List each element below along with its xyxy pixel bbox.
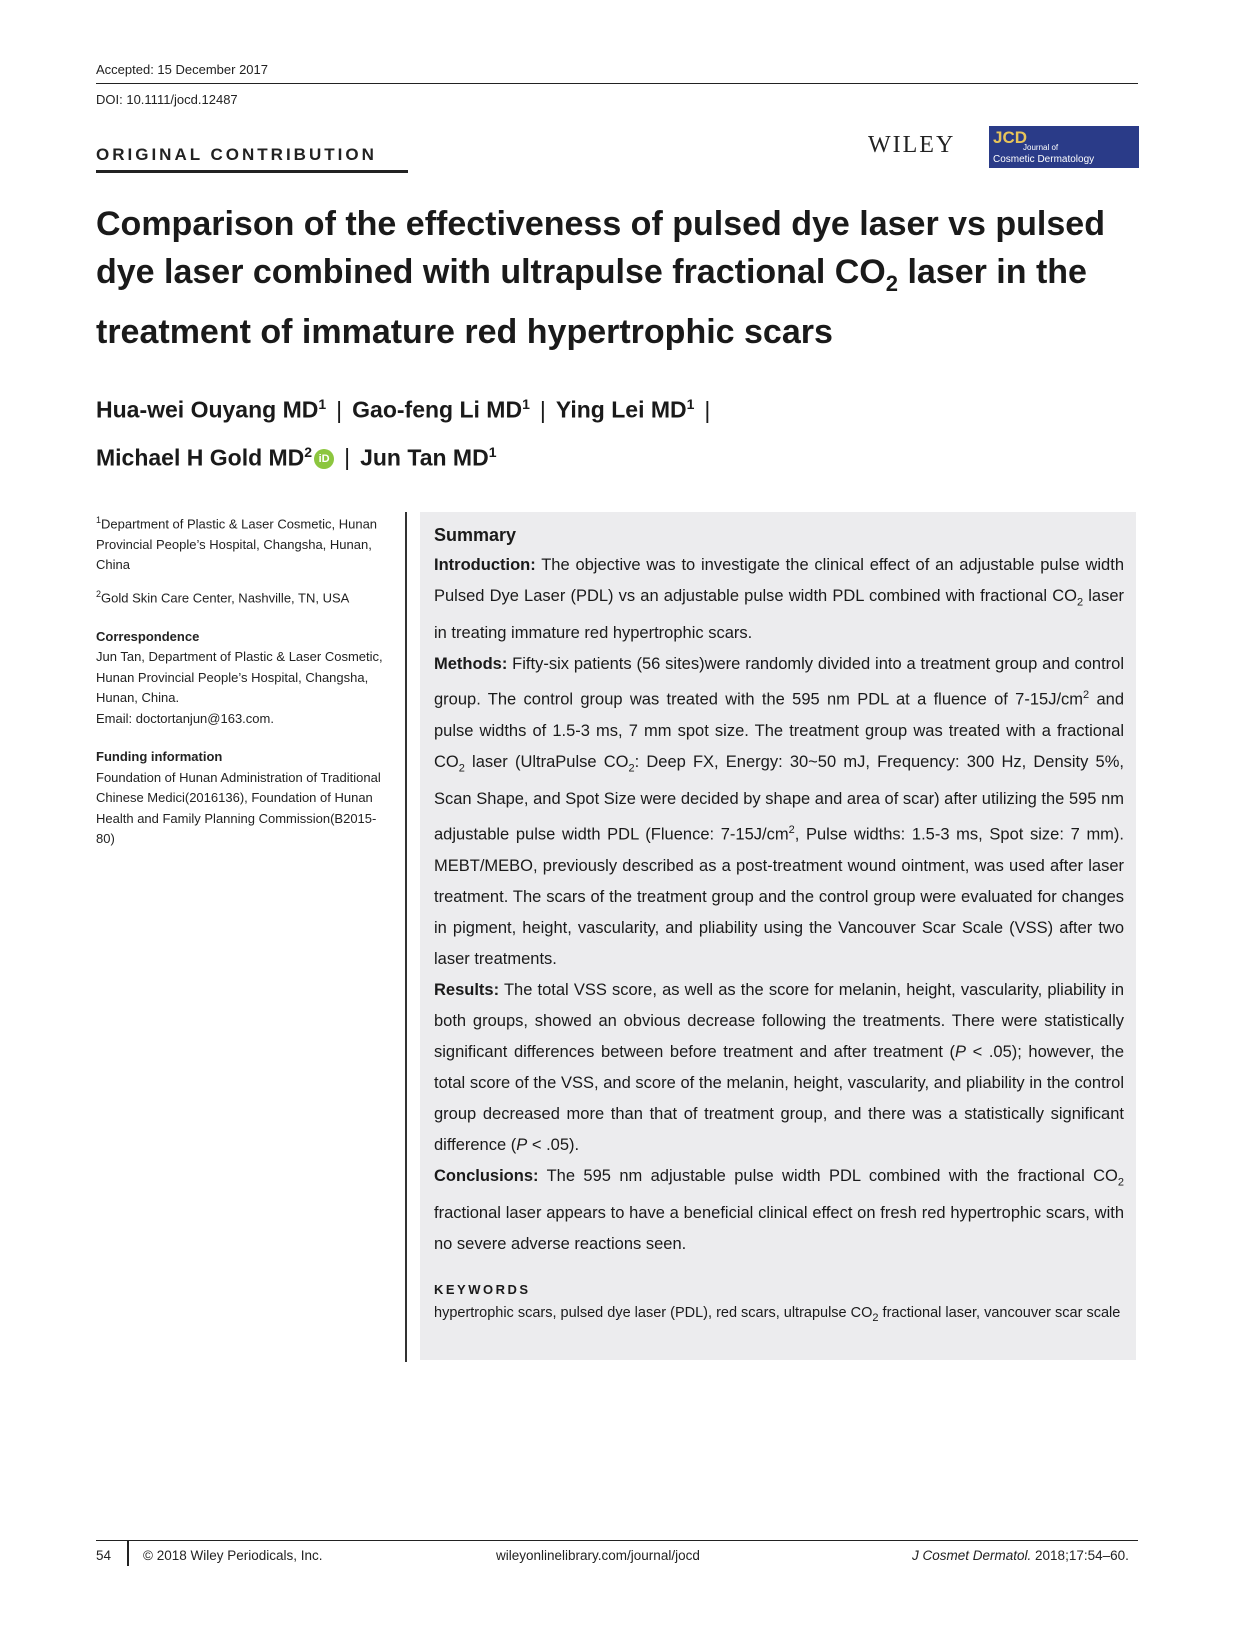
citation-details: 2018;17:54–60. [1031, 1548, 1129, 1563]
citation-journal: J Cosmet Dermatol. [912, 1548, 1032, 1563]
citation [912, 1548, 1129, 1563]
affiliation-text: Department of Plastic & Laser Cosmetic, Hunan Provincial People’s Hospital, Changsha, Hunan, China [96, 516, 378, 573]
copyright: © 2018 Wiley Periodicals, Inc. [143, 1548, 323, 1563]
author-name[interactable]: Michael H Gold MD [96, 444, 305, 471]
author-separator: | [539, 396, 546, 423]
results-text: < .05). [527, 1135, 580, 1154]
keywords-list [434, 1300, 1124, 1332]
p-value-symbol: P [516, 1135, 528, 1154]
subscript: 2 [872, 1311, 879, 1324]
author-separator: | [336, 396, 343, 423]
methods-text: and pulse widths of 1.5-3 ms, 7 mm spot size. The treatment group was treated with a fractional CO [434, 690, 1124, 771]
correspondence-heading: Correspondence [96, 628, 200, 644]
header-rule [96, 83, 1138, 84]
author-affiliation: 1 [686, 396, 695, 412]
keywords-text: fractional laser, vancouver scar scale [878, 1304, 1121, 1321]
doi[interactable]: DOI: 10.1111/jocd.12487 [96, 92, 238, 107]
article-sidebar [96, 510, 386, 858]
correspondence [96, 627, 386, 730]
author-affiliation: 1 [522, 396, 530, 412]
summary-methods [434, 649, 1124, 974]
publisher-logo[interactable]: WILEY [868, 132, 956, 158]
correspondence-text: Jun Tan, Department of Plastic & Laser Cosmetic, Hunan Provincial People’s Hospital, Changsha, Hunan, China. [96, 649, 383, 706]
affiliation-1 [96, 510, 386, 576]
author-affiliation: 2 [304, 443, 313, 460]
introduction-text: laser in treating immature red hypertrophic scars. [434, 587, 1124, 643]
author-affiliation: 1 [488, 443, 497, 460]
methods-text: , Pulse widths: 1.5-3 ms, Spot size: 7 mm). MEBT/MEBO, previously described as a post-treatment wound ointment, was used after laser treatment. The scars of the treatment group and the control group were evaluated for changes in pigment, height, vascularity, and pliability using the Vancouver Scar Scale (VSS) after two laser treatments. [434, 825, 1125, 968]
accepted-date: Accepted: 15 December 2017 [96, 62, 268, 77]
title-part2: laser in the treatment of immature red hypertrophic scars [96, 253, 1087, 351]
results-label: Results: [434, 980, 500, 999]
author-name[interactable]: Jun Tan MD [360, 444, 489, 471]
author-name[interactable]: Hua-wei Ouyang MD [96, 396, 319, 423]
methods-text: laser (UltraPulse CO [464, 752, 629, 771]
summary-introduction [434, 550, 1124, 649]
footer-divider [127, 1540, 129, 1566]
subscript: 2 [1117, 1175, 1124, 1188]
title-subscript: 2 [885, 270, 898, 296]
funding-heading: Funding information [96, 749, 223, 765]
section-label: ORIGINAL CONTRIBUTION [96, 145, 377, 164]
affiliation-number: 1 [96, 515, 102, 525]
author-name[interactable]: Ying Lei MD [555, 396, 687, 423]
journal-logo-line2: Cosmetic Dermatology [993, 154, 1095, 165]
superscript: 2 [788, 824, 795, 837]
summary-results [434, 975, 1124, 1161]
subscript: 2 [458, 762, 465, 775]
sidebar-divider [405, 512, 407, 1362]
author-separator: | [344, 444, 351, 471]
page-number: 54 [96, 1548, 112, 1563]
affiliation-2 [96, 584, 386, 609]
author-list [96, 383, 1096, 478]
conclusions-label: Conclusions: [434, 1166, 539, 1185]
introduction-label: Introduction: [434, 556, 536, 574]
funding [96, 747, 386, 850]
summary-heading: Summary [434, 525, 517, 545]
journal-url[interactable]: wileyonlinelibrary.com/journal/jocd [496, 1548, 700, 1563]
affiliation-number: 2 [96, 588, 102, 599]
correspondence-email[interactable]: Email: doctortanjun@163.com. [96, 710, 274, 726]
orcid-icon[interactable]: iD [314, 449, 334, 469]
summary-conclusions [434, 1161, 1124, 1260]
title-part1: Comparison of the effectiveness of pulsed dye laser vs pulsed dye laser combined with ultrapulse fractional CO [96, 205, 1105, 291]
p-value-symbol: P [955, 1042, 967, 1061]
methods-text: : Deep FX, Energy: 30~50 mJ, Frequency: 300 Hz, Density 5%, Scan Shape, and Spot Size were decided by shape and area of scar) after utilizing the 595 nm adjustable pulse width PDL (Fluence: 7-15J/cm [434, 752, 1124, 844]
section-underline [96, 170, 408, 173]
author-name[interactable]: Gao-feng Li MD [352, 396, 523, 423]
journal-logo-line1: Journal of [1023, 143, 1059, 152]
results-text: The total VSS score, as well as the score for melanin, height, vascularity, pliability in both groups, showed an obvious decrease following the treatments. There were statistically significant differences between before treatment and after treatment ( [434, 980, 1124, 1061]
journal-logo[interactable] [989, 126, 1139, 168]
affiliation-text: Gold Skin Care Center, Nashville, TN, USA [101, 590, 350, 606]
keywords-text: hypertrophic scars, pulsed dye laser (PDL), red scars, ultrapulse CO [434, 1304, 873, 1321]
funding-text: Foundation of Hunan Administration of Traditional Chinese Medici(2016136), Foundation of Hunan Health and Family Planning Commission(B2015-80) [96, 769, 381, 847]
results-text: < .05); however, the total score of the VSS, and score of the melanin, height, vascularity, and pliability in the control group decreased more than that of treatment group, and there was a statistically significant difference ( [434, 1042, 1124, 1154]
author-affiliation: 1 [318, 396, 327, 412]
conclusions-text: The 595 nm adjustable pulse width PDL combined with the fractional CO [538, 1166, 1118, 1185]
summary-box [420, 512, 1136, 1360]
methods-text: Fifty-six patients (56 sites)were randomly divided into a treatment group and control group. The control group was treated with the 595 nm PDL at a fluence of 7-15J/cm [434, 655, 1124, 709]
article-title [96, 200, 1146, 356]
methods-label: Methods: [434, 655, 508, 674]
subscript: 2 [1076, 596, 1084, 609]
conclusions-text: fractional laser appears to have a beneficial clinical effect on fresh red hypertrophic scars, with no severe adverse reactions seen. [434, 1203, 1124, 1253]
journal-logo-abbr: JCD [993, 128, 1028, 147]
keywords-heading: KEYWORDS [434, 1281, 531, 1297]
author-separator: | [704, 396, 711, 423]
subscript: 2 [628, 762, 635, 775]
introduction-text: The objective was to investigate the clinical effect of an adjustable pulse width Pulsed Dye Laser (PDL) vs an adjustable pulse width PDL combined with fractional CO [434, 556, 1124, 605]
summary-content [434, 520, 1124, 1332]
footer-rule [96, 1540, 1138, 1541]
superscript: 2 [1083, 689, 1090, 702]
